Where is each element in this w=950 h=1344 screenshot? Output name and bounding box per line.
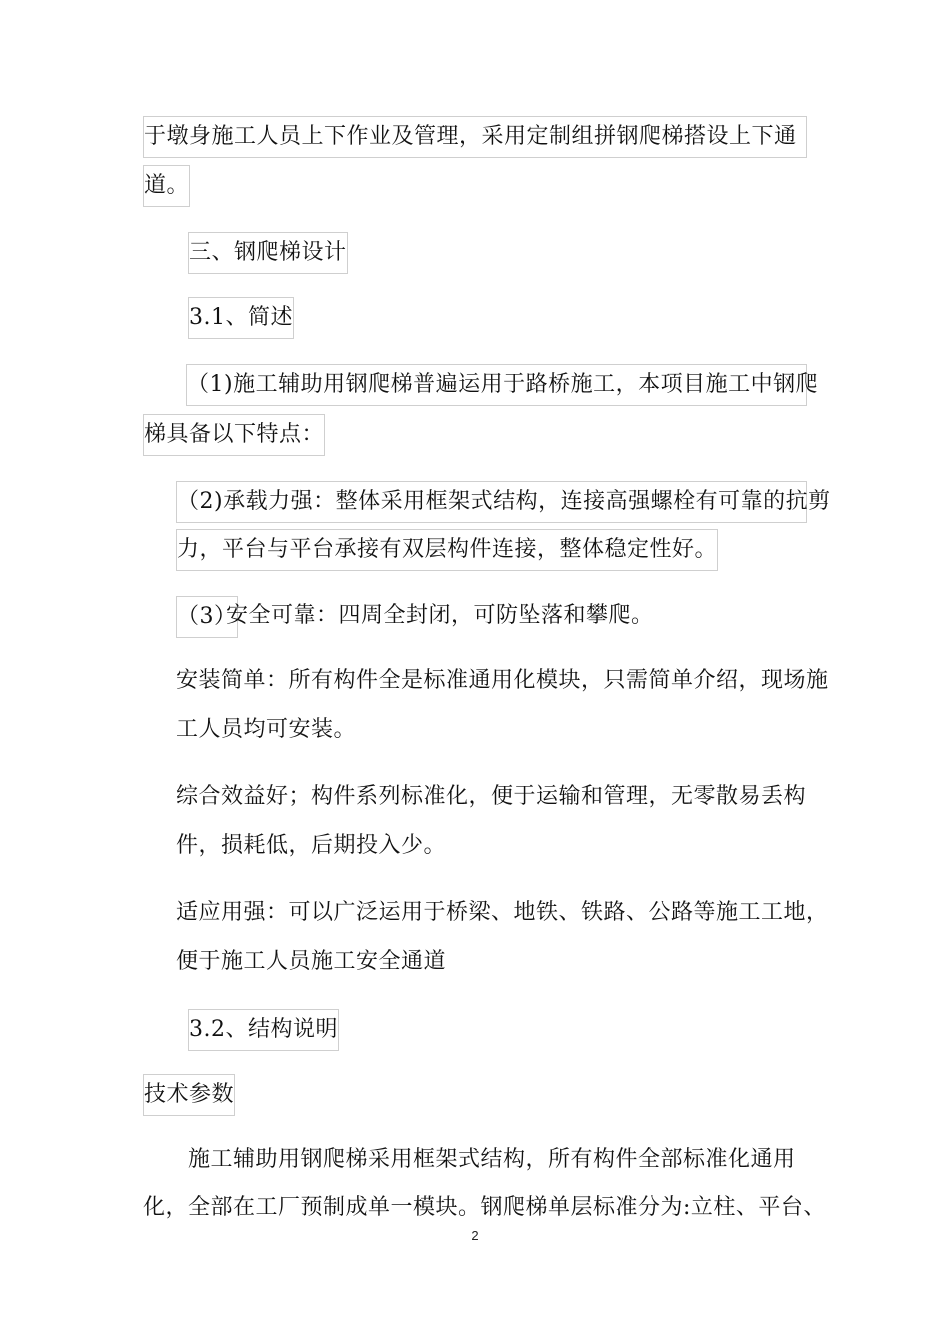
text-line: 道。 <box>143 165 190 207</box>
page-number: 2 <box>471 1228 479 1243</box>
text-line: 安全可靠：四周全封闭，可防坠落和攀爬。 <box>226 603 654 628</box>
text-line: 工人员均可安装。 <box>176 717 357 742</box>
text-line: 适应用强：可以广泛运用于桥梁、地铁、铁路、公路等施工工地， <box>176 900 829 925</box>
subsection-heading: 技术参数 <box>143 1074 235 1116</box>
text-line: （2)承载力强：整体采用框架式结构，连接高强螺栓有可靠的抗剪 <box>176 481 807 523</box>
list-number: （3） <box>176 596 238 638</box>
text-line: 施工辅助用钢爬梯采用框架式结构，所有构件全部标准化通用 <box>188 1147 796 1172</box>
text-line: 化，全部在工厂预制成单一模块。钢爬梯单层标准分为:立柱、平台、 <box>143 1195 826 1220</box>
section-heading: 三、钢爬梯设计 <box>188 232 348 274</box>
subsection-heading: 3.2、结构说明 <box>188 1009 339 1051</box>
text-line: 于墩身施工人员上下作业及管理，采用定制组拼钢爬梯搭设上下通 <box>143 116 807 158</box>
text-line: 件，损耗低，后期投入少。 <box>176 833 447 858</box>
subsection-heading: 3.1、简述 <box>188 297 294 339</box>
text-line: 力，平台与平台承接有双层构件连接，整体稳定性好。 <box>176 529 718 571</box>
text-line: 便于施工人员施工安全通道 <box>176 949 447 974</box>
text-line: 安装简单：所有构件全是标准通用化模块，只需简单介绍，现场施 <box>176 668 829 693</box>
text-line: 综合效益好；构件系列标准化，便于运输和管理，无零散易丢构 <box>176 784 807 809</box>
text-line: 梯具备以下特点： <box>143 414 325 456</box>
text-line: （1)施工辅助用钢爬梯普遍运用于路桥施工，本项目施工中钢爬 <box>186 364 807 406</box>
